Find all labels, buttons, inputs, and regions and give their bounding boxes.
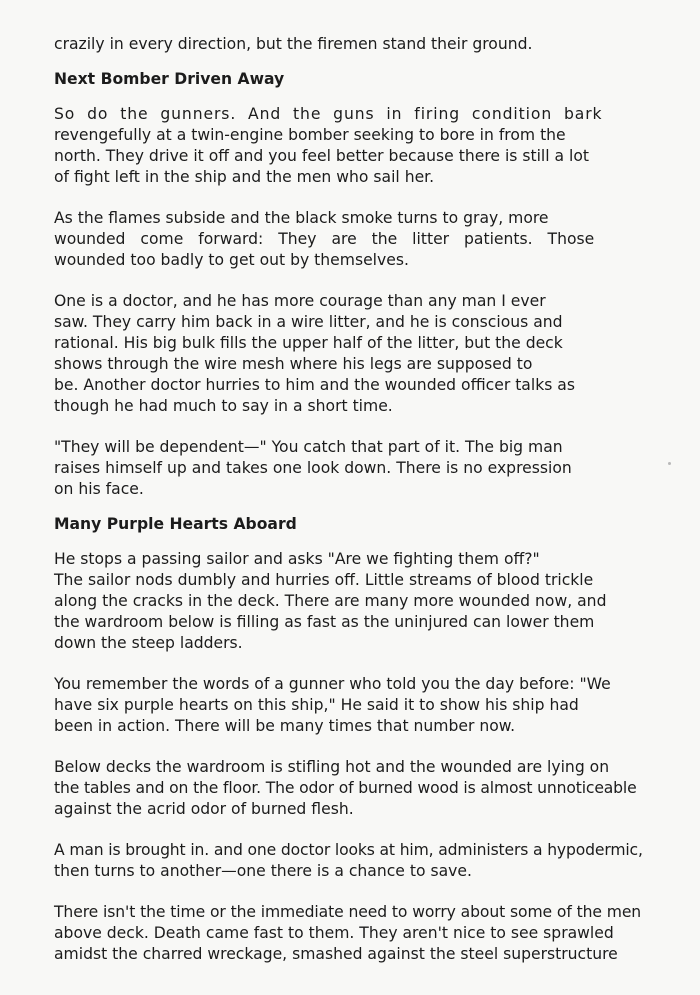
paragraph-gap xyxy=(54,820,679,840)
paragraph xyxy=(54,549,679,654)
text-line: above deck. Death came fast to them. They aren't nice to see sprawled xyxy=(54,924,614,942)
text-line: on his face. xyxy=(54,480,144,498)
paragraph xyxy=(54,291,679,417)
text-line: wounded come forward: They are the litter patients. Those xyxy=(54,230,595,248)
text-line: north. They drive it off and you feel better because there is still a lot xyxy=(54,147,590,165)
text-line: have six purple hearts on this ship," He said it to show his ship had xyxy=(54,696,579,714)
text-line: revengefully at a twin-engine bomber seeking to bore in from the xyxy=(54,126,566,144)
paragraph-gap xyxy=(54,188,679,208)
text-line: the tables and on the floor. The odor of burned wood is almost unnoticeable xyxy=(54,779,637,797)
text-line: So do the gunners. And the guns in firing condition bark xyxy=(54,105,603,123)
text-line: of fight left in the ship and the men who sail her. xyxy=(54,168,435,186)
paragraph xyxy=(54,840,679,882)
paragraph xyxy=(54,437,679,500)
text-line: wounded too badly to get out by themselves. xyxy=(54,251,409,269)
text-line: rational. His big bulk fills the upper half of the litter, but the deck xyxy=(54,334,563,352)
text-line: along the cracks in the deck. There are many more wounded now, and xyxy=(54,592,607,610)
text-line: amidst the charred wreckage, smashed against the steel superstructure xyxy=(54,945,618,963)
section-heading: Many Purple Hearts Aboard xyxy=(54,515,297,533)
text-line: As the flames subside and the black smoke turns to gray, more xyxy=(54,209,549,227)
paragraph xyxy=(54,104,679,188)
text-line: You remember the words of a gunner who told you the day before: "We xyxy=(54,675,611,693)
paragraph xyxy=(54,674,679,737)
section-heading: Next Bomber Driven Away xyxy=(54,70,285,88)
text-line: then turns to another—one there is a chance to save. xyxy=(54,862,472,880)
paragraph xyxy=(54,208,679,271)
paragraph-gap xyxy=(54,654,679,674)
text-line: though he had much to say in a short time. xyxy=(54,397,393,415)
text-line: saw. They carry him back in a wire litter, and he is conscious and xyxy=(54,313,563,331)
document-body xyxy=(54,34,679,965)
text-line: be. Another doctor hurries to him and the wounded officer talks as xyxy=(54,376,575,394)
text-line: "They will be dependent—" You catch that part of it. The big man xyxy=(54,438,563,456)
paragraph-gap xyxy=(54,882,679,902)
text-line: shows through the wire mesh where his legs are supposed to xyxy=(54,355,533,373)
text-line: Below decks the wardroom is stifling hot and the wounded are lying on xyxy=(54,758,610,776)
paragraph xyxy=(54,757,679,820)
text-line: A man is brought in. and one doctor looks at him, administers a hypodermic, xyxy=(54,841,643,859)
text-line: He stops a passing sailor and asks "Are we fighting them off?" xyxy=(54,550,540,568)
text-line: The sailor nods dumbly and hurries off. Little streams of blood trickle xyxy=(54,571,594,589)
paragraph-gap xyxy=(54,417,679,437)
paragraph-gap xyxy=(54,271,679,291)
text-line: down the steep ladders. xyxy=(54,634,243,652)
text-line: raises himself up and takes one look down. There is no expression xyxy=(54,459,572,477)
paragraph-gap xyxy=(54,737,679,757)
text-line: There isn't the time or the immediate need to worry about some of the men xyxy=(54,903,642,921)
text-line: One is a doctor, and he has more courage than any man I ever xyxy=(54,292,546,310)
text-line: been in action. There will be many times that number now. xyxy=(54,717,516,735)
text-line: crazily in every direction, but the firemen stand their ground. xyxy=(54,35,533,53)
text-line: the wardroom below is filling as fast as the uninjured can lower them xyxy=(54,613,595,631)
paragraph xyxy=(54,34,679,55)
paragraph xyxy=(54,902,679,965)
text-line: against the acrid odor of burned flesh. xyxy=(54,800,354,818)
